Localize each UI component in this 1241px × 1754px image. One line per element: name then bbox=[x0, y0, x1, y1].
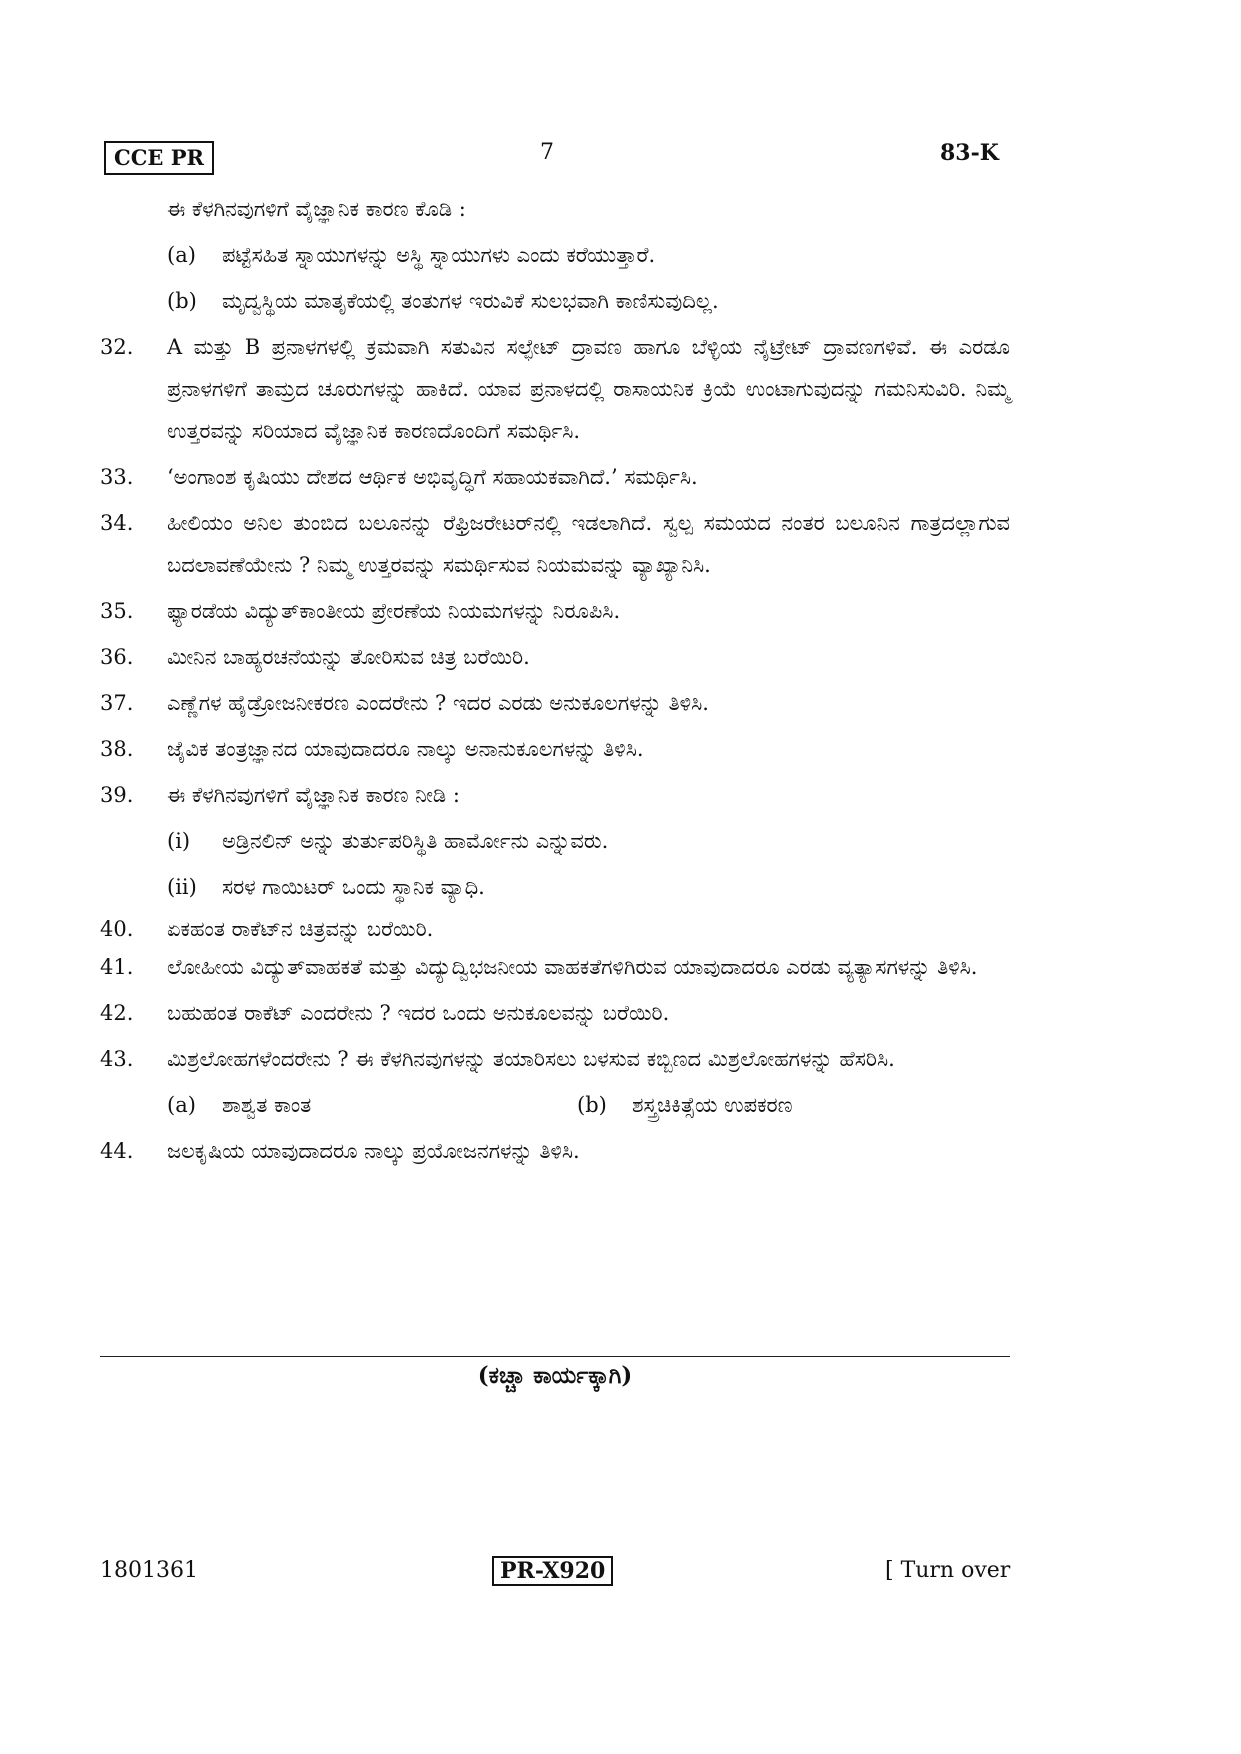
sub-label: (i) bbox=[167, 829, 191, 853]
question-text: ಬಹುಹಂತ ರಾಕೆಟ್ ಎಂದರೇನು ? ಇದರ ಒಂದು ಅನುಕೂಲವನ್ನು ಬರೆಯಿರಿ. bbox=[167, 1001, 670, 1025]
turn-over-label: [ Turn over bbox=[885, 1558, 1011, 1583]
sub-label: (ii) bbox=[167, 875, 197, 899]
question-41 bbox=[100, 946, 1010, 988]
question-number: 35. bbox=[100, 599, 134, 623]
q39-sub-i bbox=[100, 820, 1010, 862]
q43-sub-b bbox=[577, 1084, 987, 1126]
header-box-label: CCE PR bbox=[104, 141, 214, 175]
question-list bbox=[100, 188, 1010, 1176]
question-number: 34. bbox=[100, 511, 134, 535]
footer-serial: 1801361 bbox=[100, 1558, 198, 1583]
question-text: ‘ಅಂಗಾಂಶ ಕೃಷಿಯು ದೇಶದ ಆರ್ಥಿಕ ಅಭಿವೃದ್ಧಿಗೆ ಸಹಾಯಕವಾಗಿದೆ.’ ಸಮರ್ಥಿಸಿ. bbox=[167, 465, 698, 489]
question-text: ಜಲಕೃಷಿಯ ಯಾವುದಾದರೂ ನಾಲ್ಕು ಪ್ರಯೋಜನಗಳನ್ನು ತಿಳಿಸಿ. bbox=[167, 1139, 580, 1163]
question-35 bbox=[100, 590, 1010, 632]
question-text: ಈ ಕೆಳಗಿನವುಗಳಿಗೆ ವೈಜ್ಞಾನಿಕ ಕಾರಣ ನೀಡಿ : bbox=[167, 783, 460, 807]
question-text: A ಮತ್ತು B ಪ್ರನಾಳಗಳಲ್ಲಿ ಕ್ರಮವಾಗಿ ಸತುವಿನ ಸಲ್ಫೇಟ್ ದ್ರಾವಣ ಹಾಗೂ ಬೆಳ್ಳಿಯ ನೈಟ್ರೇಟ್ ದ್ರಾವಣಗಳಿವೆ. ಈ ಎರಡೂ ಪ್ರನಾಳಗಳಿಗೆ ತಾಮ್ರದ ಚೂರುಗಳನ್ನು ಹಾಕಿದೆ. ಯಾವ ಪ್ರನಾಳದಲ್ಲಿ ರಾಸಾಯನಿಕ ಕ್ರಿಯೆ ಉಂಟಾಗುವುದನ್ನು ಗಮನಿಸುವಿರಿ. ನಿಮ್ಮ ಉತ್ತರವನ್ನು ಸರಿಯಾದ ವೈಜ್ಞಾನಿಕ ಕಾರಣದೊಂದಿಗೆ ಸಮರ್ಥಿಸಿ. bbox=[167, 335, 1010, 443]
question-number: 44. bbox=[100, 1139, 134, 1163]
sub-text: ಶಾಶ್ವತ ಕಾಂತ bbox=[222, 1093, 312, 1117]
q39-sub-ii bbox=[100, 866, 1010, 908]
sub-text: ಪಟ್ಟೆಸಹಿತ ಸ್ನಾಯುಗಳನ್ನು ಅಸ್ಥಿ ಸ್ನಾಯುಗಳು ಎಂದು ಕರೆಯುತ್ತಾರೆ. bbox=[222, 243, 656, 267]
question-text: ಎಣ್ಣೆಗಳ ಹೈಡ್ರೋಜನೀಕರಣ ಎಂದರೇನು ? ಇದರ ಎರಡು ಅನುಕೂಲಗಳನ್ನು ತಿಳಿಸಿ. bbox=[167, 691, 709, 715]
question-number: 33. bbox=[100, 465, 134, 489]
sub-label: (a) bbox=[167, 1093, 196, 1117]
question-43 bbox=[100, 1038, 1010, 1080]
question-32 bbox=[100, 326, 1010, 452]
question-number: 38. bbox=[100, 737, 134, 761]
question-number: 32. bbox=[100, 335, 134, 359]
q43-sub-a bbox=[167, 1084, 577, 1126]
sub-text: ಶಸ್ತ್ರಚಿಕಿತ್ಸೆಯ ಉಪಕರಣ bbox=[632, 1093, 793, 1117]
question-37 bbox=[100, 682, 1010, 724]
question-33 bbox=[100, 456, 1010, 498]
sub-label: (b) bbox=[577, 1093, 607, 1117]
question-44 bbox=[100, 1130, 1010, 1172]
question-number: 37. bbox=[100, 691, 134, 715]
divider-line bbox=[100, 1356, 1010, 1357]
sub-label: (b) bbox=[167, 289, 197, 313]
question-42 bbox=[100, 992, 1010, 1034]
question-text: ಏಕಹಂತ ರಾಕೆಟ್‌ನ ಚಿತ್ರವನ್ನು ಬರೆಯಿರಿ. bbox=[167, 917, 434, 941]
question-text: ಹೀಲಿಯಂ ಅನಿಲ ತುಂಬಿದ ಬಲೂನನ್ನು ರೆಫ್ರಿಜರೇಟರ್‌ನಲ್ಲಿ ಇಡಲಾಗಿದೆ. ಸ್ವಲ್ಪ ಸಮಯದ ನಂತರ ಬಲೂನಿನ ಗಾತ್ರದಲ್ಲಾಗುವ ಬದಲಾವಣೆಯೇನು ? ನಿಮ್ಮ ಉತ್ತರವನ್ನು ಸಮರ್ಥಿಸುವ ನಿಯಮವನ್ನು ವ್ಯಾಖ್ಯಾನಿಸಿ. bbox=[167, 511, 1010, 577]
sub-text: ಅಡ್ರಿನಲಿನ್ ಅನ್ನು ತುರ್ತುಪರಿಸ್ಥಿತಿ ಹಾರ್ಮೋನು ಎನ್ನುವರು. bbox=[222, 829, 609, 853]
question-38 bbox=[100, 728, 1010, 770]
paper-code: 83-K bbox=[940, 140, 999, 166]
q43-sub-options bbox=[100, 1084, 1010, 1126]
question-number: 39. bbox=[100, 783, 134, 807]
question-number: 43. bbox=[100, 1047, 134, 1071]
question-number: 42. bbox=[100, 1001, 134, 1025]
rough-work-label: (ಕಚ್ಚಾ ಕಾರ್ಯಕ್ಕಾಗಿ) bbox=[477, 1362, 633, 1389]
question-text: ಮೀನಿನ ಬಾಹ್ಯರಚನೆಯನ್ನು ತೋರಿಸುವ ಚಿತ್ರ ಬರೆಯಿರಿ. bbox=[167, 645, 530, 669]
q31-sub-b bbox=[100, 280, 1010, 322]
question-39 bbox=[100, 774, 1010, 816]
question-text: ಮಿಶ್ರಲೋಹಗಳೆಂದರೇನು ? ಈ ಕೆಳಗಿನವುಗಳನ್ನು ತಯಾರಿಸಲು ಬಳಸುವ ಕಬ್ಬಿಣದ ಮಿಶ್ರಲೋಹಗಳನ್ನು ಹೆಸರಿಸಿ. bbox=[167, 1047, 895, 1071]
question-36 bbox=[100, 636, 1010, 678]
question-text: ಲೋಹೀಯ ವಿದ್ಯುತ್‌ವಾಹಕತೆ ಮತ್ತು ವಿದ್ಯುದ್ವಿಭಜನೀಯ ವಾಹಕತೆಗಳಿಗಿರುವ ಯಾವುದಾದರೂ ಎರಡು ವ್ಯತ್ಯಾಸಗಳನ್ನು ತಿಳಿಸಿ. bbox=[167, 955, 978, 979]
question-number: 36. bbox=[100, 645, 134, 669]
question-34 bbox=[100, 502, 1010, 586]
question-40 bbox=[100, 912, 1010, 946]
question-text: ಜೈವಿಕ ತಂತ್ರಜ್ಞಾನದ ಯಾವುದಾದರೂ ನಾಲ್ಕು ಅನಾನುಕೂಲಗಳನ್ನು ತಿಳಿಸಿ. bbox=[167, 737, 644, 761]
page-number: 7 bbox=[540, 140, 554, 165]
q31-sub-a bbox=[100, 234, 1010, 276]
question-number: 40. bbox=[100, 917, 134, 941]
sub-text: ಸರಳ ಗಾಯಿಟರ್ ಒಂದು ಸ್ಥಾನಿಕ ವ್ಯಾಧಿ. bbox=[222, 875, 485, 899]
question-text: ಫ್ಯಾರಡೆಯ ವಿದ್ಯುತ್‌ಕಾಂತೀಯ ಪ್ರೇರಣೆಯ ನಿಯಮಗಳನ್ನು ನಿರೂಪಿಸಿ. bbox=[167, 599, 621, 623]
question-number: 41. bbox=[100, 955, 134, 979]
sub-label: (a) bbox=[167, 243, 196, 267]
footer-paper-id: PR-X920 bbox=[492, 1556, 613, 1586]
sub-text: ಮೃದ್ವಸ್ಥಿಯ ಮಾತೃಕೆಯಲ್ಲಿ ತಂತುಗಳ ಇರುವಿಕೆ ಸುಲಭವಾಗಿ ಕಾಣಿಸುವುದಿಲ್ಲ. bbox=[222, 289, 719, 313]
q31-lead: ಈ ಕೆಳಗಿನವುಗಳಿಗೆ ವೈಜ್ಞಾನಿಕ ಕಾರಣ ಕೊಡಿ : bbox=[167, 197, 466, 221]
